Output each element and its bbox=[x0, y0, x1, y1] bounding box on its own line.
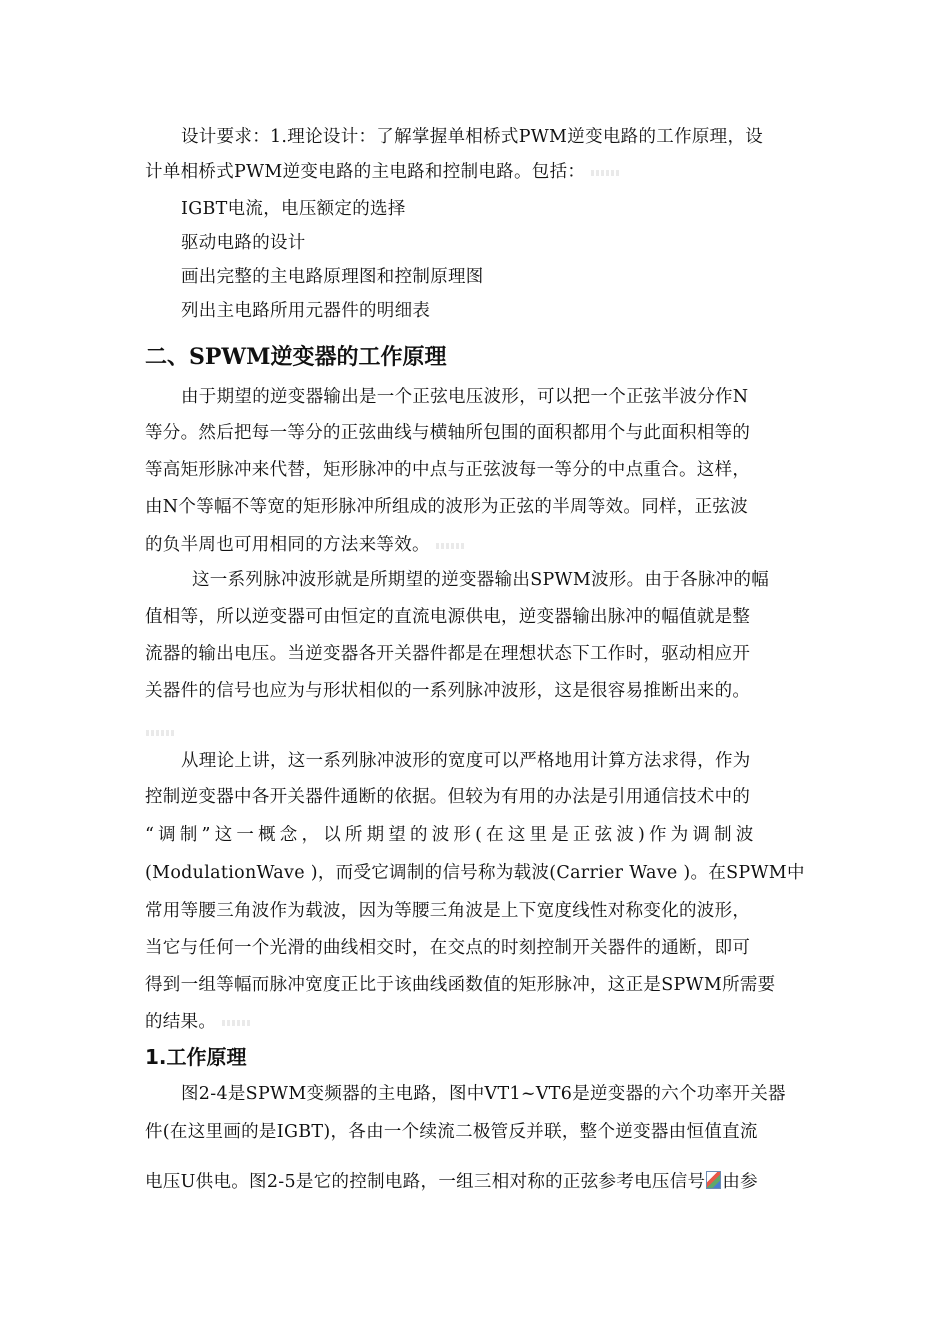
paragraph-line: 控制逆变器中各开关器件通断的依据。但较为有用的办法是引用通信技术中的 bbox=[145, 787, 751, 807]
paragraph-line: 得到一组等幅而脉冲宽度正比于该曲线函数值的矩形脉冲，这正是SPWM所需要 bbox=[145, 975, 776, 995]
paragraph-mark bbox=[146, 730, 176, 736]
paragraph-mark bbox=[591, 170, 621, 176]
paragraph-line: 值相等，所以逆变器可由恒定的直流电源供电，逆变器输出脉冲的幅值就是整 bbox=[145, 607, 751, 627]
paragraph-line: 这一系列脉冲波形就是所期望的逆变器输出SPWM波形。由于各脉冲的幅 bbox=[192, 570, 770, 590]
paragraph-line: “调制”这一概念，以所期望的波形(在这里是正弦波)作为调制波 bbox=[145, 825, 758, 845]
paragraph-line: 关器件的信号也应为与形状相似的一系列脉冲波形，这是很容易推断出来的。 bbox=[145, 681, 751, 701]
requirement-item: 驱动电路的设计 bbox=[181, 233, 306, 253]
broken-image-icon bbox=[706, 1171, 721, 1189]
requirement-line-1: 设计要求：1.理论设计：了解掌握单相桥式PWM逆变电路的工作原理，设 bbox=[181, 127, 764, 147]
requirement-item: 画出完整的主电路原理图和控制原理图 bbox=[181, 267, 484, 287]
paragraph-line: 当它与任何一个光滑的曲线相交时，在交点的时刻控制开关器件的通断，即可 bbox=[145, 938, 751, 958]
section-heading: 二、SPWM逆变器的工作原理 bbox=[145, 344, 447, 370]
subsection-heading: 1.工作原理 bbox=[145, 1045, 247, 1069]
paragraph-line: (ModulationWave )，而受它调制的信号称为载波(Carrier Wave )。在SPWM中 bbox=[145, 863, 805, 883]
paragraph-line: 等高矩形脉冲来代替，矩形脉冲的中点与正弦波每一等分的中点重合。这样， bbox=[145, 460, 751, 480]
requirement-item: 列出主电路所用元器件的明细表 bbox=[181, 301, 431, 321]
requirement-line-2: 计单相桥式PWM逆变电路的主电路和控制电路。包括： bbox=[145, 160, 621, 184]
paragraph-line: 由N个等幅不等宽的矩形脉冲所组成的波形为正弦的半周等效。同样，正弦波 bbox=[145, 497, 749, 517]
paragraph-line: 图2-4是SPWM变频器的主电路，图中VT1~VT6是逆变器的六个功率开关器 bbox=[181, 1084, 786, 1104]
paragraph-line: 流器的输出电压。当逆变器各开关器件都是在理想状态下工作时，驱动相应开 bbox=[145, 644, 751, 664]
paragraph-line: 的结果。 bbox=[145, 1010, 252, 1034]
paragraph-line: 常用等腰三角波作为载波，因为等腰三角波是上下宽度线性对称变化的波形， bbox=[145, 901, 751, 921]
paragraph-mark bbox=[222, 1020, 252, 1026]
paragraph-line: 的负半周也可用相同的方法来等效。 bbox=[145, 533, 466, 557]
requirement-item: IGBT电流，电压额定的选择 bbox=[181, 199, 406, 219]
paragraph-line: 由于期望的逆变器输出是一个正弦电压波形，可以把一个正弦半波分作N bbox=[181, 387, 749, 407]
paragraph-line: 从理论上讲，这一系列脉冲波形的宽度可以严格地用计算方法求得，作为 bbox=[181, 751, 751, 771]
paragraph-mark bbox=[436, 543, 466, 549]
paragraph-line: 电压U供电。图2-5是它的控制电路，一组三相对称的正弦参考电压信号 由参 bbox=[145, 1172, 758, 1192]
paragraph-line: 件(在这里画的是IGBT)，各由一个续流二极管反并联，整个逆变器由恒值直流 bbox=[145, 1122, 758, 1142]
paragraph-line: 等分。然后把每一等分的正弦曲线与横轴所包围的面积都用个与此面积相等的 bbox=[145, 423, 751, 443]
